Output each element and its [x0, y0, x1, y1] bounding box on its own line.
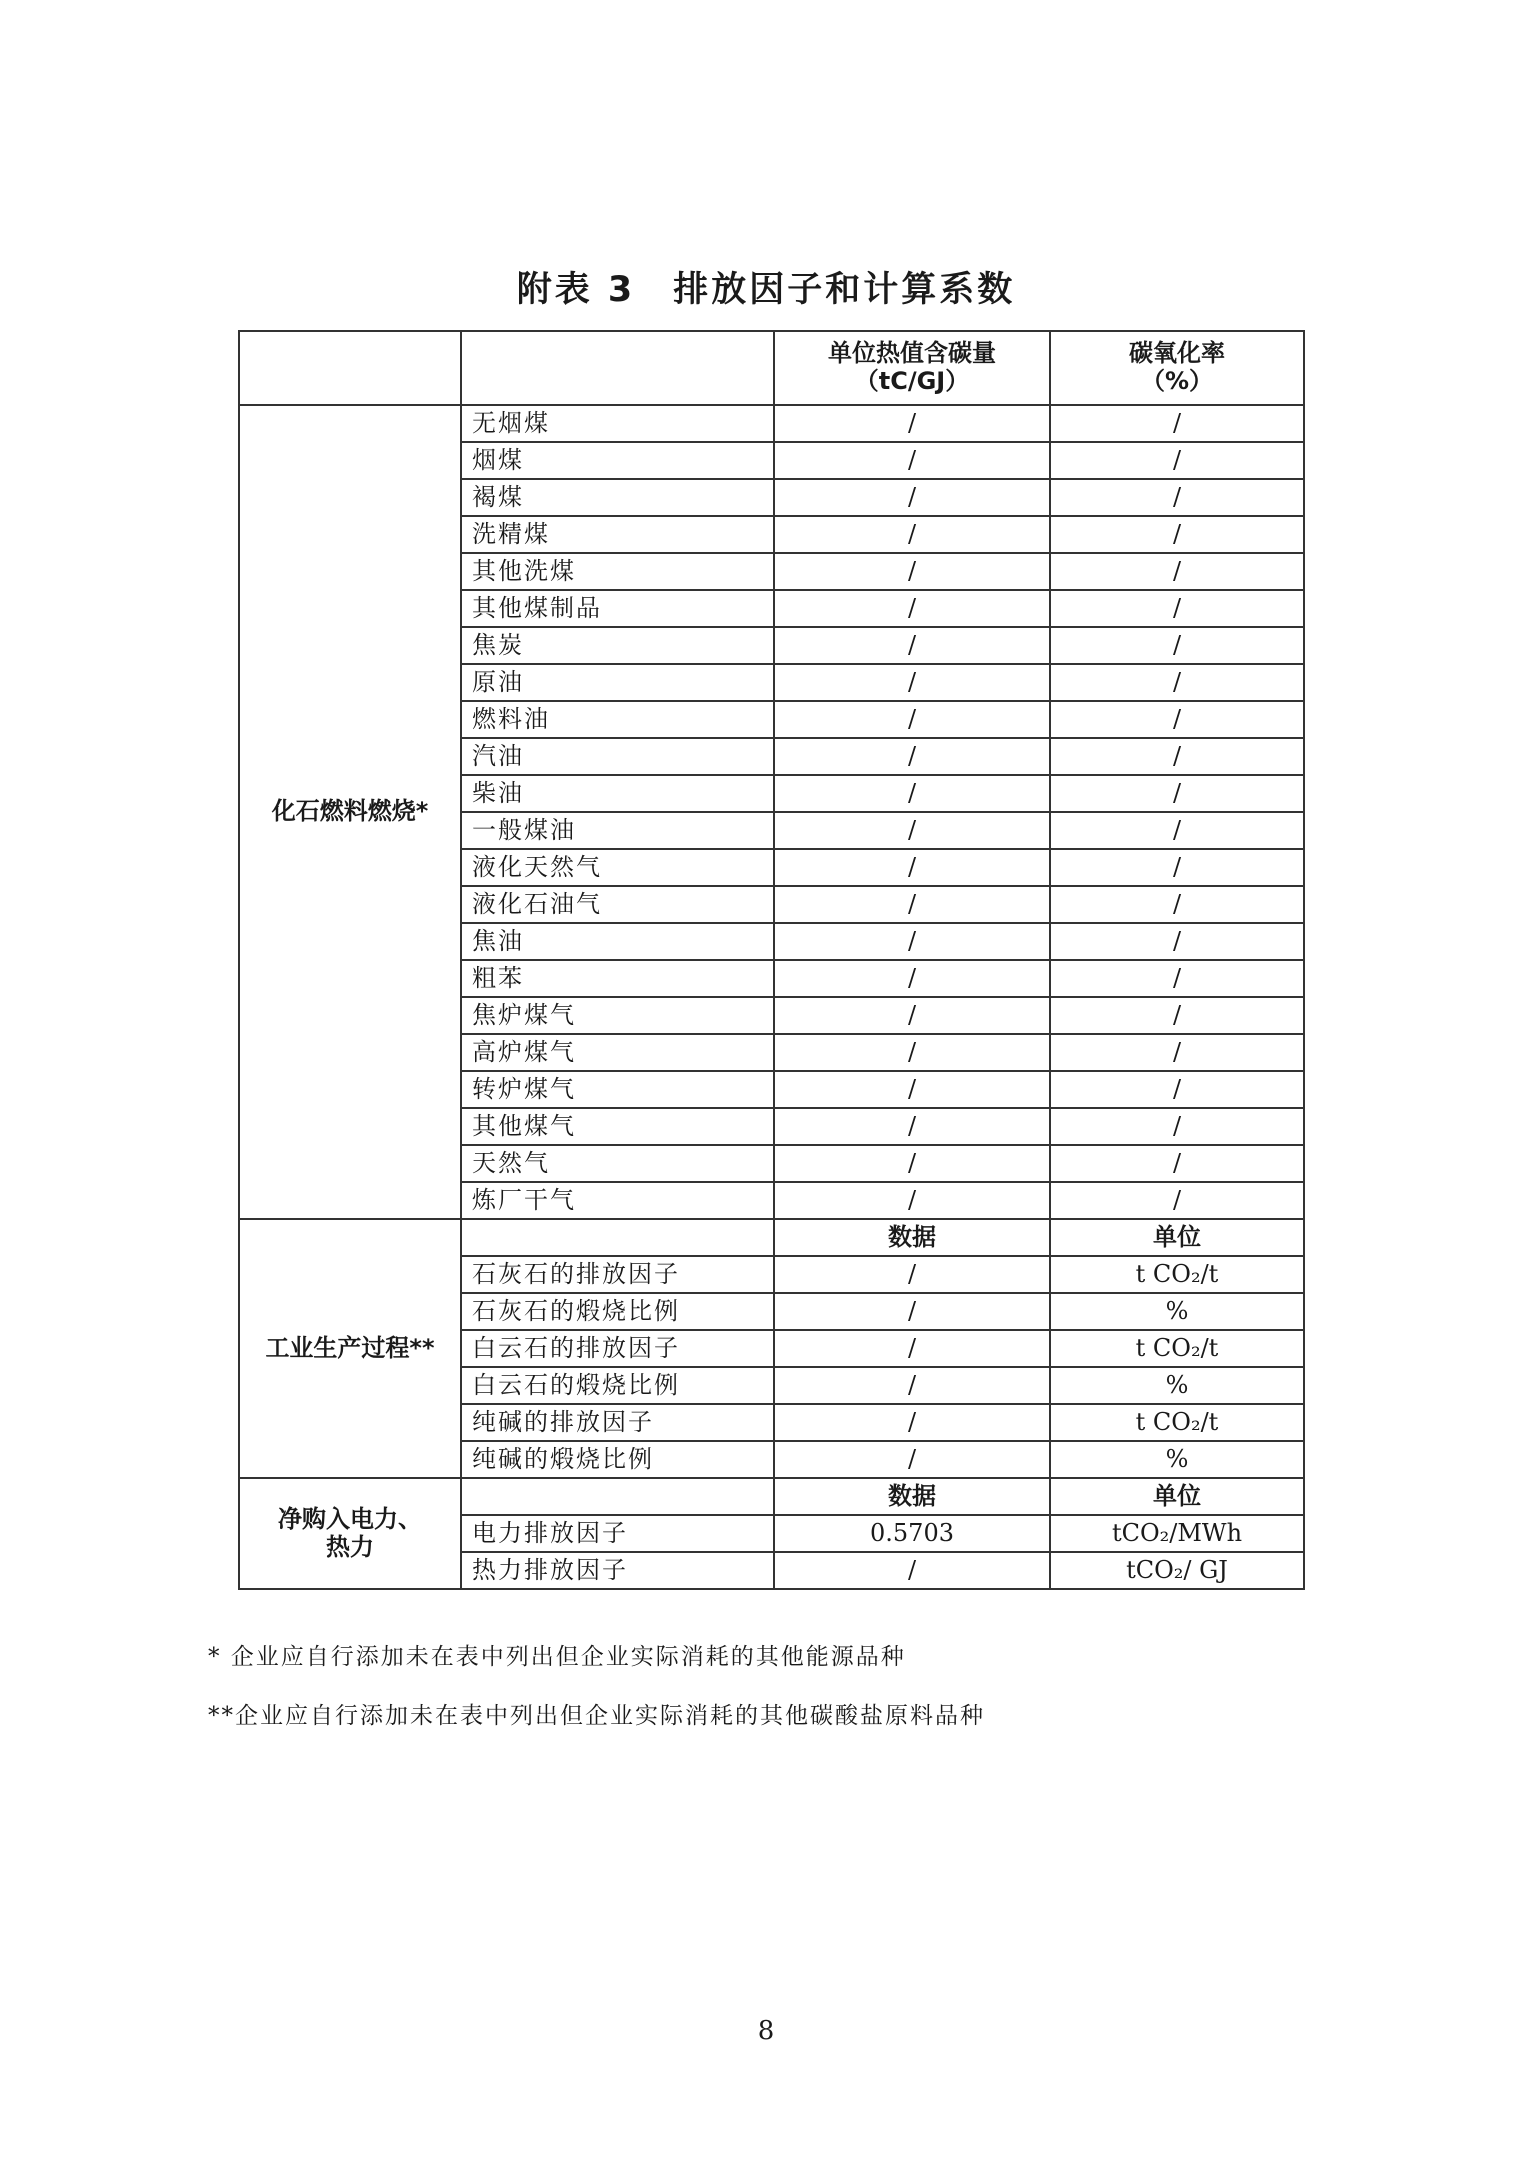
parameter-name: 纯碱的排放因子 [461, 1404, 774, 1441]
parameter-name: 石灰石的排放因子 [461, 1256, 774, 1293]
parameter-unit: tCO₂/MWh [1050, 1515, 1304, 1552]
fuel-name: 转炉煤气 [461, 1071, 774, 1108]
fuel-name: 其他煤制品 [461, 590, 774, 627]
carbon-content-value: / [774, 1182, 1050, 1219]
fuel-name: 燃料油 [461, 701, 774, 738]
oxidation-rate-value: / [1050, 553, 1304, 590]
carbon-content-value: / [774, 1071, 1050, 1108]
fuel-name: 柴油 [461, 775, 774, 812]
fuel-name: 焦炉煤气 [461, 997, 774, 1034]
section-header-data: 数据 [774, 1219, 1050, 1256]
fuel-name: 汽油 [461, 738, 774, 775]
oxidation-rate-value: / [1050, 1108, 1304, 1145]
parameter-unit: % [1050, 1441, 1304, 1478]
header-oxidation-rate-label: 碳氧化率 [1129, 339, 1225, 368]
carbon-content-value: / [774, 997, 1050, 1034]
fuel-name: 焦油 [461, 923, 774, 960]
carbon-content-value: / [774, 738, 1050, 775]
fuel-name: 原油 [461, 664, 774, 701]
fuel-name: 烟煤 [461, 442, 774, 479]
carbon-content-value: / [774, 849, 1050, 886]
oxidation-rate-value: / [1050, 701, 1304, 738]
header-oxidation-rate [1050, 331, 1304, 405]
footnote-carbonate: **企业应自行添加未在表中列出但企业实际消耗的其他碳酸盐原料品种 [208, 1703, 985, 1729]
carbon-content-value: / [774, 1034, 1050, 1071]
emission-factor-table [238, 330, 1305, 1590]
oxidation-rate-value: / [1050, 479, 1304, 516]
oxidation-rate-value: / [1050, 1145, 1304, 1182]
carbon-content-value: / [774, 405, 1050, 442]
header-carbon-content [774, 331, 1050, 405]
carbon-content-value: / [774, 1145, 1050, 1182]
fuel-name: 粗苯 [461, 960, 774, 997]
parameter-data: / [774, 1293, 1050, 1330]
fuel-name: 高炉煤气 [461, 1034, 774, 1071]
section-header-unit: 单位 [1050, 1219, 1304, 1256]
fuel-name: 焦炭 [461, 627, 774, 664]
parameter-name: 电力排放因子 [461, 1515, 774, 1552]
oxidation-rate-value: / [1050, 812, 1304, 849]
carbon-content-value: / [774, 960, 1050, 997]
oxidation-rate-value: / [1050, 886, 1304, 923]
oxidation-rate-value: / [1050, 960, 1304, 997]
parameter-data: / [774, 1330, 1050, 1367]
table-header-row [239, 331, 1304, 405]
category-purchased-energy [239, 1478, 461, 1589]
carbon-content-value: / [774, 923, 1050, 960]
parameter-unit: t CO₂/t [1050, 1404, 1304, 1441]
carbon-content-value: / [774, 886, 1050, 923]
parameter-unit: % [1050, 1367, 1304, 1404]
carbon-content-value: / [774, 627, 1050, 664]
oxidation-rate-value: / [1050, 923, 1304, 960]
oxidation-rate-value: / [1050, 738, 1304, 775]
oxidation-rate-value: / [1050, 1182, 1304, 1219]
carbon-content-value: / [774, 664, 1050, 701]
parameter-data: / [774, 1256, 1050, 1293]
parameter-name: 纯碱的煅烧比例 [461, 1441, 774, 1478]
category-fossil-fuel: 化石燃料燃烧* [239, 405, 461, 1219]
page-number: 8 [757, 2016, 775, 2046]
parameter-unit: t CO₂/t [1050, 1256, 1304, 1293]
parameter-data: / [774, 1441, 1050, 1478]
oxidation-rate-value: / [1050, 516, 1304, 553]
category-purchased-energy-line1: 净购入电力、 [278, 1504, 422, 1533]
carbon-content-value: / [774, 775, 1050, 812]
fuel-name: 洗精煤 [461, 516, 774, 553]
oxidation-rate-value: / [1050, 664, 1304, 701]
oxidation-rate-value: / [1050, 775, 1304, 812]
fuel-name: 一般煤油 [461, 812, 774, 849]
category-purchased-energy-line2: 热力 [326, 1532, 374, 1561]
header-oxidation-rate-unit: （%） [1140, 367, 1214, 395]
carbon-content-value: / [774, 553, 1050, 590]
oxidation-rate-value: / [1050, 997, 1304, 1034]
carbon-content-value: / [774, 1108, 1050, 1145]
oxidation-rate-value: / [1050, 442, 1304, 479]
carbon-content-value: / [774, 812, 1050, 849]
oxidation-rate-value: / [1050, 1034, 1304, 1071]
parameter-data: 0.5703 [774, 1515, 1050, 1552]
fuel-name: 其他洗煤 [461, 553, 774, 590]
section-header-row [239, 1478, 1304, 1515]
carbon-content-value: / [774, 516, 1050, 553]
fuel-name: 其他煤气 [461, 1108, 774, 1145]
section-header-row [239, 1219, 1304, 1256]
carbon-content-value: / [774, 442, 1050, 479]
section-header-empty [461, 1478, 774, 1515]
fuel-name: 无烟煤 [461, 405, 774, 442]
parameter-data: / [774, 1552, 1050, 1589]
carbon-content-value: / [774, 590, 1050, 627]
table-title: 附表 3 排放因子和计算系数 [516, 270, 1016, 310]
parameter-name: 白云石的煅烧比例 [461, 1367, 774, 1404]
section-header-data: 数据 [774, 1478, 1050, 1515]
header-empty-cell [461, 331, 774, 405]
carbon-content-value: / [774, 479, 1050, 516]
header-empty-cell [239, 331, 461, 405]
parameter-name: 石灰石的煅烧比例 [461, 1293, 774, 1330]
parameter-unit: tCO₂/ GJ [1050, 1552, 1304, 1589]
oxidation-rate-value: / [1050, 627, 1304, 664]
table-row [239, 405, 1304, 442]
oxidation-rate-value: / [1050, 590, 1304, 627]
fuel-name: 炼厂干气 [461, 1182, 774, 1219]
fuel-name: 液化天然气 [461, 849, 774, 886]
parameter-unit: t CO₂/t [1050, 1330, 1304, 1367]
oxidation-rate-value: / [1050, 1071, 1304, 1108]
fuel-name: 天然气 [461, 1145, 774, 1182]
header-carbon-content-label: 单位热值含碳量 [828, 339, 996, 368]
fuel-name: 褐煤 [461, 479, 774, 516]
category-industrial-process: 工业生产过程** [239, 1219, 461, 1478]
header-carbon-content-unit: （tC/GJ） [854, 367, 970, 395]
oxidation-rate-value: / [1050, 849, 1304, 886]
section-header-unit: 单位 [1050, 1478, 1304, 1515]
parameter-unit: % [1050, 1293, 1304, 1330]
footnote-fuel: * 企业应自行添加未在表中列出但企业实际消耗的其他能源品种 [208, 1644, 906, 1670]
parameter-data: / [774, 1367, 1050, 1404]
carbon-content-value: / [774, 701, 1050, 738]
parameter-name: 白云石的排放因子 [461, 1330, 774, 1367]
parameter-data: / [774, 1404, 1050, 1441]
parameter-name: 热力排放因子 [461, 1552, 774, 1589]
oxidation-rate-value: / [1050, 405, 1304, 442]
section-header-empty [461, 1219, 774, 1256]
fuel-name: 液化石油气 [461, 886, 774, 923]
